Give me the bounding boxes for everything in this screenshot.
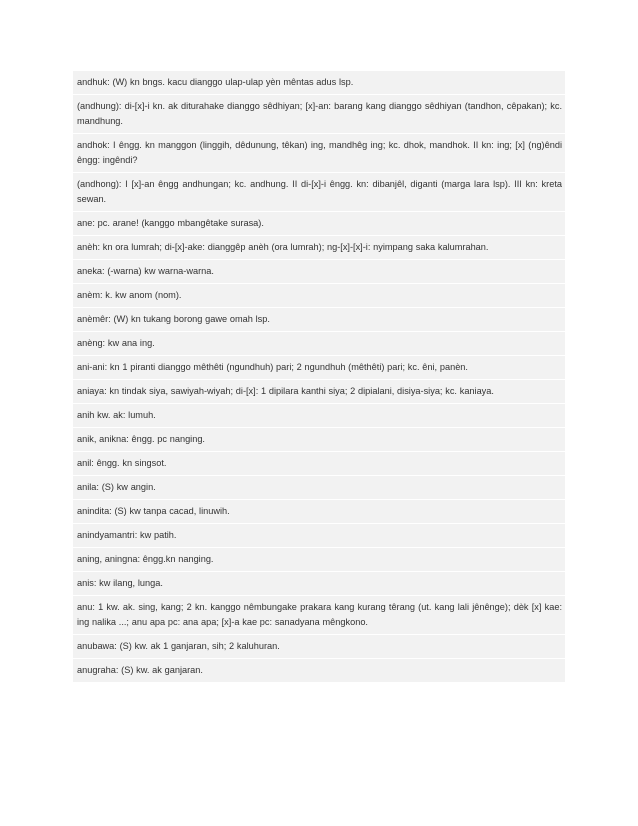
entry-anubawa: anubawa: (S) kw. ak 1 ganjaran, sih; 2 kaluhuran.: [73, 635, 565, 659]
entry-anemer: anèmêr: (W) kn tukang borong gawe omah lsp.: [73, 308, 565, 332]
entry-aning: aning, aningna: êngg.kn nanging.: [73, 548, 565, 572]
entry-anik: anik, aniknа: êngg. pc nanging.: [73, 428, 565, 452]
entry-aneka: aneka: (-warna) kw warna-warna.: [73, 260, 565, 284]
entry-aniaya: aniaya: kn tindak siya, sawiyah-wiyah; di-[x]: 1 dipilara kanthi siya; 2 dipialani, disiya-siya; kc. kaniaya.: [73, 380, 565, 404]
entry-anugraha: anugraha: (S) kw. ak ganjaran.: [73, 659, 565, 683]
entry-anem: anèm: k. kw anom (nom).: [73, 284, 565, 308]
entry-anih: anih kw. ak: lumuh.: [73, 404, 565, 428]
entry-andhung: (andhung): di-[x]-i kn. ak diturahake dianggo sêdhiyan; [x]-an: barang kang dianggo sêdhiyan (tandhon, cêpakan); kc. mandhung.: [73, 95, 565, 134]
entry-anis: anis: kw ilang, lunga.: [73, 572, 565, 596]
entry-anu: anu: 1 kw. ak. sing, kang; 2 kn. kanggo nêmbungake prakara kang kurang têrang (ut. kang lali jênênge); dèk [x] kae: ing nalika ...; anu apa pc: ana apa; [x]-a kae pc: sanadyana mêngkono.: [73, 596, 565, 635]
entry-ani-ani: ani-ani: kn 1 piranti dianggo mêthêti (ngundhuh) pari; 2 ngundhuh (mêthêti) pari; kc. êni, panèn.: [73, 356, 565, 380]
entry-ane: ane: pc. arane! (kanggo mbangêtake surasa).: [73, 212, 565, 236]
entry-andhong: (andhong): I [x]-an êngg andhungan; kc. andhung. II di-[x]-i êngg. kn: dibanjêl, diganti (marga lara lsp). III kn: kreta sewan.: [73, 173, 565, 212]
entry-andhuk: andhuk: (W) kn bngs. kacu dianggo ulap-ulap yèn mêntas adus lsp.: [73, 71, 565, 95]
dictionary-entry-list: [73, 71, 565, 683]
entry-andhok: andhok: I êngg. kn manggon (linggih, dêdunung, têkan) ing, mandhêg ing; kc. dhok, mandhok. II kn: ing; [x] (ng)êndi êngg: ingêndi?: [73, 134, 565, 173]
entry-aneng: anèng: kw ana ing.: [73, 332, 565, 356]
entry-anindita: anindita: (S) kw tanpa cacad, linuwih.: [73, 500, 565, 524]
entry-anil: anil: êngg. kn singsot.: [73, 452, 565, 476]
entry-aneh: anèh: kn ora lumrah; di-[x]-ake: dianggêp anèh (ora lumrah); ng-[x]-[x]-i: nyimpang saka kalumrahan.: [73, 236, 565, 260]
entry-anila: anila: (S) kw angin.: [73, 476, 565, 500]
entry-anindyamantri: anindyamantri: kw patih.: [73, 524, 565, 548]
